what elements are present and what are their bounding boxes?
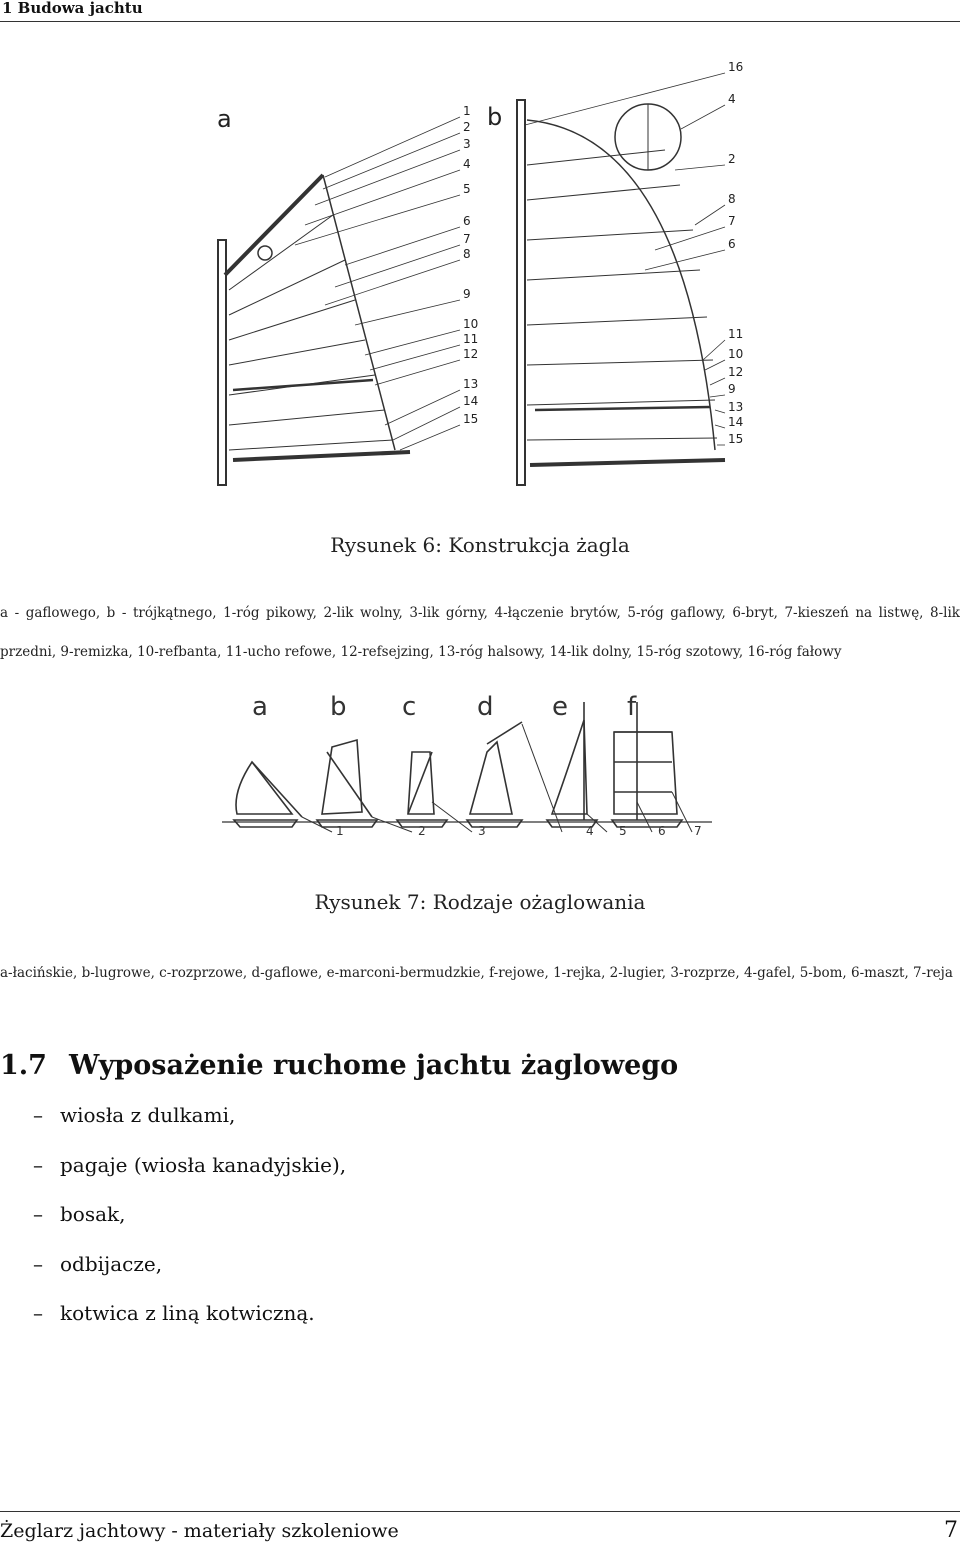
panel-label-b: b — [487, 103, 503, 131]
footer-title: Żeglarz jachtowy - materiały szkoleniowe — [0, 1520, 399, 1542]
mast-a — [218, 240, 226, 485]
callout-number: 13 — [728, 400, 744, 414]
rig-part-number: 4 — [586, 824, 594, 838]
equipment-list — [0, 1095, 346, 1343]
callout-number: 3 — [463, 137, 471, 151]
figure6-legend: a - gaflowego, b - trójkątnego, 1-róg pikowy, 2-lik wolny, 3-lik górny, 4-łączenie brytów, 5-róg gaflowy, 6-bryt, 7-kieszeń na listwę, 8-lik przedni, 9-remizka, 10-refbanta, 11-ucho refowe, 12-refsejzing, 13-róg halsowy, 14-lik dolny, 15-róg szotowy, 16-róg fałowy — [0, 605, 960, 660]
callout-number: 6 — [463, 214, 471, 228]
callout-number: 9 — [728, 382, 736, 396]
leaders-b — [525, 73, 725, 445]
callout-number: 13 — [463, 377, 479, 391]
figure-rig-types — [222, 682, 722, 857]
callout-number: 10 — [728, 347, 744, 361]
callout-number: 11 — [463, 332, 479, 346]
page-number: 7 — [944, 1518, 958, 1543]
boom-b — [530, 460, 725, 465]
section-number: 1.7 — [0, 1050, 47, 1081]
rig-type-letter: b — [330, 692, 347, 722]
footer-rule — [0, 1511, 960, 1512]
rig-b-hull — [317, 820, 377, 827]
callout-number: 14 — [463, 394, 479, 408]
rig-e-sail — [552, 720, 587, 814]
rig-d-hull — [467, 820, 522, 827]
detail-circle-a — [258, 246, 272, 260]
header-rule — [0, 21, 960, 22]
rig-part-numbers — [336, 824, 702, 838]
rig-type-letters — [252, 692, 637, 722]
callout-number: 2 — [728, 152, 736, 166]
figure7-legend: a-łacińskie, b-lugrowe, c-rozprzowe, d-gaflowe, e-marconi-bermudzkie, f-rejowe, 1-rejka, 2-lugier, 3-rozprze, 4-gafel, 5-bom, 6-maszt, 7-reja — [0, 965, 953, 981]
callout-number: 12 — [463, 347, 479, 361]
rig-part-number: 6 — [658, 824, 666, 838]
section-title-text: Wyposażenie ruchome jachtu żaglowego — [68, 1050, 679, 1081]
panel-label-a: a — [217, 105, 232, 133]
reef-band-b — [535, 407, 710, 410]
callout-number: 12 — [728, 365, 744, 379]
list-bullet: – — [33, 1202, 43, 1226]
callout-numbers-a — [463, 104, 478, 426]
rig-part-number: 3 — [478, 824, 486, 838]
list-bullet: – — [33, 1301, 43, 1325]
rig-part-number: 1 — [336, 824, 344, 838]
leech-a — [323, 175, 395, 450]
rig-f-sail — [614, 732, 677, 814]
figure6-caption: Rysunek 6: Konstrukcja żagla — [330, 533, 630, 557]
rig-part-number: 2 — [418, 824, 426, 838]
rig-drawings — [222, 702, 712, 832]
rig-type-letter: e — [552, 692, 568, 722]
list-bullet: – — [33, 1103, 43, 1127]
callout-number: 10 — [463, 317, 479, 331]
figure-sail-construction — [205, 55, 765, 495]
rig-part-number: 5 — [619, 824, 627, 838]
list-item-text: pagaje (wiosła kanadyjskie), — [60, 1152, 347, 1177]
list-item — [0, 1194, 346, 1244]
callout-number: 15 — [463, 412, 479, 426]
list-item — [0, 1095, 346, 1145]
mast-b — [517, 100, 525, 485]
list-item-text: odbijacze, — [60, 1251, 163, 1276]
list-bullet: – — [33, 1251, 43, 1276]
running-header-text: 1 Budowa jachtu — [2, 0, 143, 17]
list-item — [0, 1293, 346, 1343]
callout-number: 7 — [728, 214, 736, 228]
rig-b-lug — [327, 752, 372, 817]
callout-number: 6 — [728, 237, 736, 251]
callout-number: 14 — [728, 415, 744, 429]
callout-number: 16 — [728, 60, 744, 74]
rig-type-letter: a — [252, 692, 268, 722]
rig-d-gaff — [487, 722, 522, 744]
rig-a-yard — [252, 762, 302, 817]
boom-a — [233, 452, 410, 460]
rig-leaders — [302, 724, 692, 832]
list-bullet: – — [33, 1152, 43, 1177]
rig-type-letter: c — [402, 692, 417, 722]
leaders-a — [295, 117, 460, 450]
callout-number: 8 — [463, 247, 471, 261]
list-item — [0, 1244, 346, 1294]
callout-numbers-b — [728, 60, 743, 446]
callout-number: 8 — [728, 192, 736, 206]
sail-panels-a — [229, 215, 393, 450]
rig-part-number: 7 — [694, 824, 702, 838]
callout-number: 5 — [463, 182, 471, 196]
list-item-text: kotwica z liną kotwiczną. — [60, 1301, 315, 1325]
rig-d-sail — [470, 742, 512, 814]
list-item — [0, 1145, 346, 1195]
sail-panels-b — [527, 150, 717, 440]
callout-number: 2 — [463, 120, 471, 134]
list-item-text: bosak, — [60, 1202, 126, 1226]
figure7-caption: Rysunek 7: Rodzaje ożaglowania — [314, 890, 646, 914]
rig-b-sail — [322, 740, 362, 814]
callout-number: 7 — [463, 232, 471, 246]
reef-band-a — [233, 380, 373, 390]
callout-number: 4 — [728, 92, 736, 106]
list-item-text: wiosła z dulkami, — [60, 1103, 236, 1127]
rig-type-letter: d — [477, 692, 494, 722]
callout-number: 1 — [463, 104, 471, 118]
rig-a-sail — [236, 762, 292, 814]
callout-number: 9 — [463, 287, 471, 301]
gaff-a — [225, 175, 323, 275]
rig-type-letter: f — [627, 692, 637, 722]
callout-number: 4 — [463, 157, 471, 171]
rig-a-hull — [234, 820, 297, 827]
callout-number: 15 — [728, 432, 744, 446]
section-heading — [0, 1050, 678, 1081]
callout-number: 11 — [728, 327, 744, 341]
